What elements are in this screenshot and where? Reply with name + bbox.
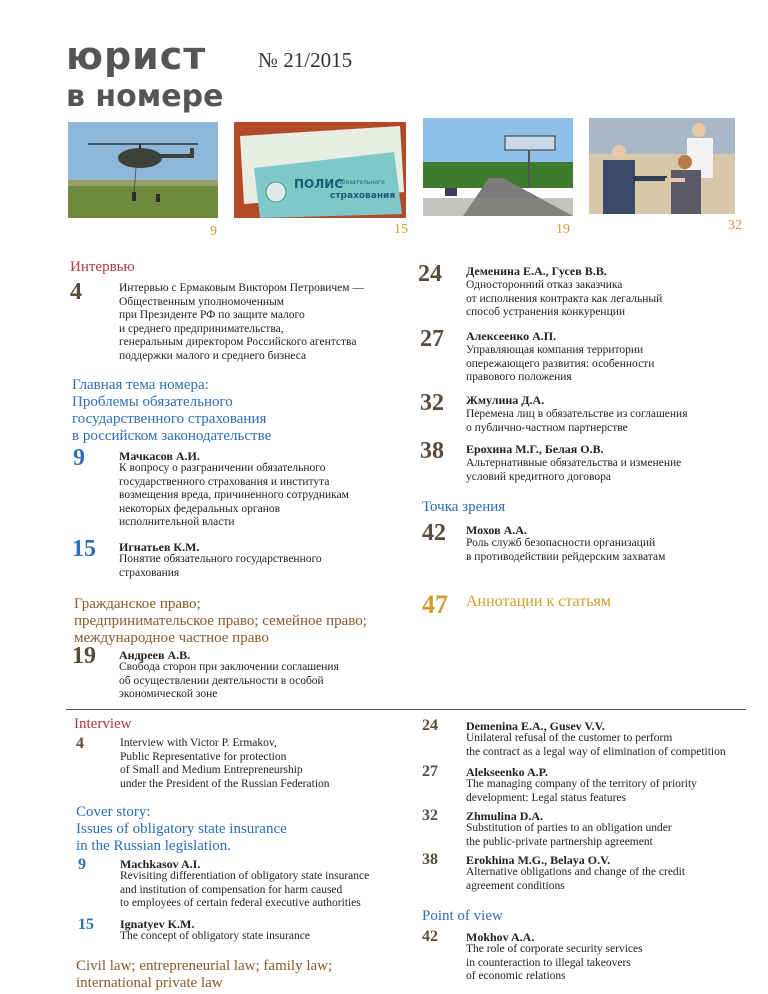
en-article-38-text: [466, 866, 685, 893]
en-article-27-author: Alekseenko A.P.: [466, 765, 548, 779]
ru-article-19-author: Андреев А.В.: [119, 648, 191, 662]
en-article-9-line: Revisiting differentiation of obligatory state insurance: [120, 870, 370, 882]
en-interview-number: 4: [76, 735, 84, 752]
en-article-24-line: the contract as a legal way of elimination of competition: [466, 745, 726, 758]
ru-article-19-text: [119, 661, 339, 702]
magazine-brand: юрист: [66, 34, 207, 78]
ru-article-32-number: 32: [420, 390, 444, 416]
en-article-42-line: in counteraction to illegal takeovers: [466, 956, 631, 969]
ru-article-27-author: Алексеенко А.П.: [466, 329, 557, 343]
en-article-24-number: 24: [422, 717, 438, 734]
en-article-9-text: [120, 870, 369, 911]
en-article-42-author: Mokhov A.A.: [466, 930, 535, 944]
contents-heading: в номере: [66, 79, 224, 114]
helicopter-photo: [68, 122, 218, 218]
ru-article-24-text: [466, 279, 662, 320]
policy-sub2-text: страхования: [330, 191, 396, 201]
en-article-9-number: 9: [78, 856, 86, 873]
en-article-38-number: 38: [422, 851, 438, 868]
ru-main-topic-line: Главная тема номера:: [72, 377, 209, 393]
ru-article-42-author: Мохов А.А.: [466, 523, 527, 537]
ru-article-9-author: Мачкасов А.И.: [119, 449, 200, 463]
en-cover-story-line: Issues of obligatory state insurance: [76, 821, 287, 837]
ru-article-32-line: Перемена лиц в обязательстве из соглашения: [466, 408, 688, 420]
ru-article-38-line: условий кредитного договора: [466, 470, 611, 483]
en-interview-line: Interview with Victor P. Ermakov,: [120, 737, 277, 749]
en-article-15-number: 15: [78, 916, 94, 933]
ru-article-9-text: [119, 462, 349, 530]
en-interview-line: under the President of the Russian Federation: [120, 777, 330, 790]
ru-article-9-line: некоторых федеральных органов: [119, 502, 281, 515]
ru-article-27-line: Управляющая компания территории: [466, 344, 644, 356]
ru-article-15-text: [119, 553, 322, 580]
ru-article-9-number: 9: [73, 445, 85, 471]
ru-article-15-line: Понятие обязательного государственного: [119, 553, 322, 565]
en-interview-line: Public Representative for protection: [120, 750, 287, 763]
en-interview-text: [120, 737, 330, 791]
ru-article-19-line: Свобода сторон при заключении соглашения: [119, 661, 339, 673]
en-article-42-line: The role of corporate security services: [466, 943, 643, 955]
ru-viewpoint-heading: Точка зрения: [422, 499, 506, 515]
ru-interview-line: Общественным уполномоченным: [119, 295, 285, 308]
ru-interview-number: 4: [70, 279, 82, 305]
en-cover-story-line: in the Russian legislation.: [76, 838, 231, 854]
ru-article-27-number: 27: [420, 326, 444, 352]
ru-civil-law-line: Гражданское право;: [74, 596, 201, 612]
policy-word-text: ПОЛИС: [294, 177, 344, 191]
ru-article-9-line: К вопросу о разграничении обязательного: [119, 462, 326, 474]
ru-civil-law-line: предпринимательское право; семейное право;: [74, 613, 367, 629]
en-article-42-number: 42: [422, 928, 438, 945]
issue-number: № 21/2015: [258, 48, 353, 72]
ru-interview-line: поддержки малого и среднего бизнеса: [119, 349, 307, 362]
en-article-15-line: The concept of obligatory state insurance: [120, 930, 310, 942]
photo-page-15: 15: [394, 222, 408, 237]
ru-article-27-line: правового положения: [466, 371, 572, 384]
en-article-9-author: Machkasov A.I.: [120, 857, 201, 871]
en-interview-line: of Small and Medium Entrepreneurship: [120, 764, 303, 777]
en-cover-story-heading: [76, 804, 287, 855]
ru-article-9-line: исполнительной власти: [119, 516, 235, 529]
ru-article-42-text: [466, 537, 665, 564]
ru-article-38-author: Ерохина М.Г., Белая О.В.: [466, 442, 604, 456]
ru-main-topic-line: государственного страхования: [72, 411, 267, 427]
ru-article-38-number: 38: [420, 438, 444, 464]
en-article-15-author: Ignatyev K.M.: [120, 917, 195, 931]
ru-main-topic-heading: [72, 377, 271, 445]
ru-article-9-line: государственного страхования и института: [119, 475, 330, 488]
en-article-27-line: development: Legal status features: [466, 791, 626, 804]
ru-civil-law-line: международное частное право: [74, 630, 269, 646]
en-article-24-author: Demenina E.A., Gusev V.V.: [466, 719, 605, 733]
ru-annotations-title: Аннотации к статьям: [466, 593, 611, 610]
language-divider: [66, 709, 746, 710]
en-article-27-number: 27: [422, 763, 438, 780]
en-interview-heading: Interview: [74, 716, 132, 732]
en-article-9-line: to employees of certain federal executive authorities: [120, 897, 361, 910]
policy-sub1-text: обязательного: [338, 179, 385, 186]
ru-article-32-text: [466, 408, 688, 435]
insurance-policy-photo: [234, 122, 406, 218]
photo-page-32: 32: [728, 218, 742, 233]
ru-article-42-number: 42: [422, 520, 446, 546]
en-article-42-text: [466, 943, 643, 984]
en-article-15-text: [120, 930, 310, 944]
ru-interview-line: Интервью с Ермаковым Виктором Петровичем —: [119, 282, 364, 294]
en-article-32-line: the public-private partnership agreement: [466, 835, 653, 848]
en-article-38-line: Alternative obligations and change of the credit: [466, 866, 686, 878]
ru-civil-law-heading: [74, 596, 367, 647]
ru-article-9-line: возмещения вреда, причиненного сотрудникам: [119, 489, 349, 502]
en-article-32-author: Zhmulina D.A.: [466, 809, 544, 823]
ru-article-27-line: опережающего развития: особенности: [466, 357, 655, 370]
en-article-38-author: Erokhina M.G., Belaya O.V.: [466, 853, 611, 867]
business-handshake-photo: [589, 118, 735, 214]
en-article-32-line: Substitution of parties to an obligation under: [466, 822, 672, 834]
ru-article-42-line: Роль служб безопасности организаций: [466, 537, 656, 549]
ru-article-24-line: от исполнения контракта как легальный: [466, 292, 663, 305]
en-article-24-text: [466, 732, 726, 759]
ru-article-42-line: в противодействии рейдерским захватам: [466, 550, 666, 563]
ru-article-15-line: страхования: [119, 566, 180, 579]
ru-article-19-line: об осуществлении деятельности в особой: [119, 674, 324, 687]
en-civil-law-heading: [76, 958, 332, 992]
ru-main-topic-line: Проблемы обязательного: [72, 394, 233, 410]
ru-article-19-line: экономической зоне: [119, 688, 218, 701]
en-viewpoint-heading: Point of view: [422, 908, 503, 924]
ru-main-topic-line: в российском законодательстве: [72, 428, 272, 444]
en-article-38-line: agreement conditions: [466, 879, 565, 892]
ru-article-15-author: Игнатьев К.М.: [119, 540, 200, 554]
ru-article-32-line: о публично-частном партнерстве: [466, 421, 628, 434]
ru-interview-line: при Президенте РФ по защите малого: [119, 309, 305, 322]
en-cover-story-line: Cover story:: [76, 804, 151, 820]
en-article-24-line: Unilateral refusal of the customer to perform: [466, 732, 673, 744]
en-article-9-line: and institution of compensation for harm caused: [120, 883, 343, 896]
ru-interview-line: генеральным директором Российского агентства: [119, 336, 357, 349]
ru-annotations-number: 47: [422, 590, 448, 619]
ru-interview-line: и среднего предпринимательства,: [119, 322, 284, 335]
ru-article-27-text: [466, 344, 654, 385]
en-civil-law-line: Civil law; entrepreneurial law; family law;: [76, 958, 333, 974]
ru-article-15-number: 15: [72, 536, 96, 562]
ru-article-24-author: Деменина Е.А., Гусев В.В.: [466, 264, 607, 278]
en-article-27-text: [466, 778, 697, 805]
en-civil-law-line: international private law: [76, 975, 223, 991]
ru-article-38-text: [466, 457, 681, 484]
ru-article-24-line: способ устранения конкуренции: [466, 306, 626, 319]
ru-article-19-number: 19: [72, 643, 96, 669]
road-billboard-photo: [423, 118, 573, 216]
ru-article-38-line: Альтернативные обязательства и изменение: [466, 457, 682, 469]
en-article-32-number: 32: [422, 807, 438, 824]
en-article-32-text: [466, 822, 672, 849]
ru-interview-heading: Интервью: [70, 259, 135, 275]
ru-interview-text: [119, 282, 364, 364]
ru-article-24-line: Односторонний отказ заказчика: [466, 279, 623, 291]
en-article-42-line: of economic relations: [466, 970, 566, 983]
photo-page-19: 19: [556, 222, 570, 237]
ru-article-32-author: Жмулина Д.А.: [466, 393, 545, 407]
en-article-27-line: The managing company of the territory of priority: [466, 778, 697, 790]
photo-page-9: 9: [210, 224, 217, 239]
ru-article-24-number: 24: [418, 261, 442, 287]
